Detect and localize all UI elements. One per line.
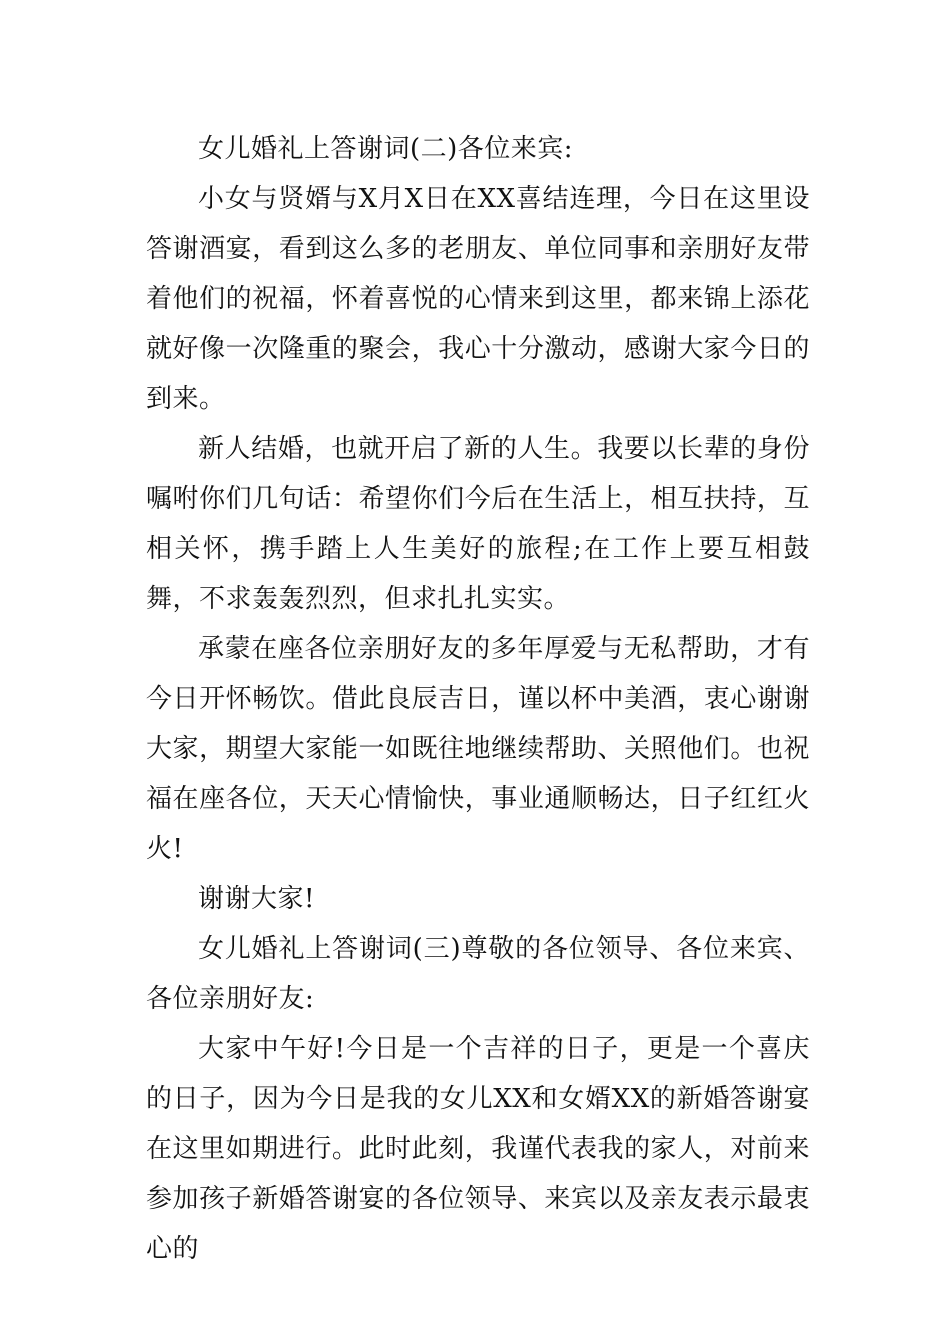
- document-body: [146, 124, 810, 1274]
- paragraph-thank-you: 谢谢大家!: [198, 884, 315, 914]
- paragraph-advice-to-newlyweds: 新人结婚，也就开启了新的人生。我要以长辈的身份嘱咐你们几句话：希望你们今后在生活上，相互扶持，互相关怀，携手踏上人生美好的旅程;在工作上要互相鼓舞，不求轰轰烈烈，但求扎扎实实。: [146, 434, 810, 614]
- paragraph-greeting: 大家中午好!今日是一个吉祥的日子，更是一个喜庆的日子，因为今日是我的女儿XX和女婿XX的新婚答谢宴在这里如期进行。此时此刻，我谨代表我的家人，对前来参加孩子新婚答谢宴的各位领导、来宾以及亲友表示最衷心的: [146, 1034, 810, 1264]
- paragraph-wedding-announcement: 小女与贤婿与X月X日在XX喜结连理，今日在这里设答谢酒宴，看到这么多的老朋友、单位同事和亲朋好友带着他们的祝福，怀着喜悦的心情来到这里，都来锦上添花就好像一次隆重的聚会，我心十分激动，感谢大家今日的到来。: [146, 184, 810, 414]
- paragraph-thanks-to-guests: 承蒙在座各位亲朋好友的多年厚爱与无私帮助，才有今日开怀畅饮。借此良辰吉日，谨以杯中美酒，衷心谢谢大家，期望大家能一如既往地继续帮助、关照他们。也祝福在座各位，天天心情愉快，事业通顺畅达，日子红红火火!: [146, 634, 810, 864]
- paragraph-speech-two-heading: 女儿婚礼上答谢词(二)各位来宾:: [198, 134, 574, 164]
- paragraph-speech-three-heading: 女儿婚礼上答谢词(三)尊敬的各位领导、各位来宾、各位亲朋好友:: [146, 934, 810, 1014]
